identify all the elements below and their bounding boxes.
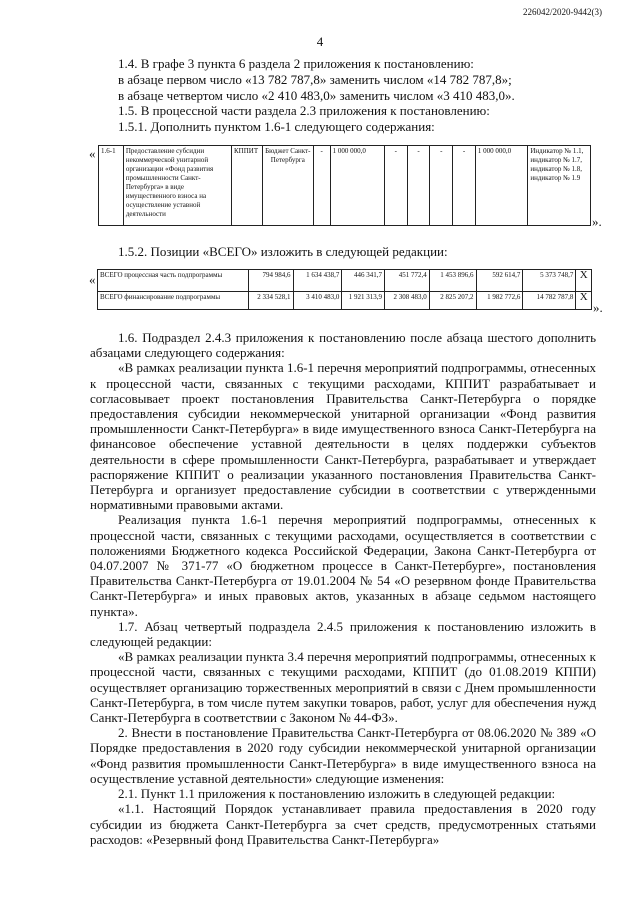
table1-open-quote: «: [89, 146, 96, 161]
page-number: 4: [316, 34, 324, 49]
table2-open-quote: «: [89, 272, 96, 287]
table-row: [98, 292, 592, 310]
paragraph: Реализация пункта 1.6-1 перечня мероприятий подпрограммы, отнесенных к процессной части, связанных с текущими расходами, осуществляется в соответствии с положениями Бюджетного кодекса Российской Федерации, Закона Санкт-Петербурга от 04.07.2007 № 371-77 «О бюджетном процессе в Санкт-Петербурге», постановления Правительства Санкт-Петербурга от 19.01.2004 № 54 «О резервном фонде Правительства Санкт-Петербурга» и иных правовых актов, указанных в абзаце седьмом настоящего пункта».: [90, 512, 596, 619]
table1-close-quote: ».: [592, 214, 602, 229]
paragraph: «В рамках реализации пункта 1.6-1 перечня мероприятий подпрограммы, отнесенных к процессной части, связанных с текущими расходами, КППИТ разрабатывает и согласовывает проект постановления Правительства Санкт-Петербурга о порядке предоставления субсидии некоммерческой унитарной организации «Фонд развития промышленности Санкт-Петербурга» в виде имущественного взноса Санкт-Петербурга на финансовое обеспечение уставной деятельности в целях поддержки субъектов деятельности в сфере промышленности Санкт-Петербурга, разрабатывает и утверждает распоряжение КППИТ о реализации указанного постановления Правительства Санкт-Петербурга и организует предоставление субсидии в соответствии с утвержденными нормативными правовыми актами.: [90, 360, 596, 513]
table-cell: Предоставление субсидии некоммерческой унитарной организации «Фонд развития промышленности Санкт-Петербурга» в виде имущественного взноса на осуществление уставной деятельности: [123, 146, 231, 226]
table-cell: 1 921 313,9: [342, 292, 385, 310]
table-cell: -: [313, 146, 330, 226]
top-line: в абзаце четвертом число «2 410 483,0» заменить числом «3 410 483,0».: [118, 88, 515, 103]
table-cell: 1 000 000,0: [475, 146, 527, 226]
table-cell: -: [407, 146, 430, 226]
table-1-6-1: [98, 145, 591, 226]
table-cell: 1 453 896,6: [429, 270, 476, 292]
table-cell: 794 984,6: [248, 270, 293, 292]
top-line: в абзаце первом число «13 782 787,8» заменить числом «14 782 787,8»;: [118, 72, 512, 87]
table-cell: Х: [576, 270, 592, 292]
top-line: 1.5.1. Дополнить пунктом 1.6-1 следующего содержания:: [118, 119, 435, 134]
table-cell: 1.6-1: [99, 146, 124, 226]
table-cell: 2 308 483,0: [385, 292, 430, 310]
table-cell: 2 334 528,1: [248, 292, 293, 310]
table-cell: 1 634 438,7: [293, 270, 342, 292]
table-cell-label: ВСЕГО финансирование подпрограммы: [98, 292, 249, 310]
table-cell: -: [384, 146, 407, 226]
table-cell: 592 614,7: [476, 270, 523, 292]
paragraph: 2.1. Пункт 1.1 приложения к постановлению изложить в следующей редакции:: [118, 786, 556, 802]
table-row: [98, 270, 592, 292]
table-cell: Индикатор № 1.1, индикатор № 1.7, индикатор № 1.8, индикатор № 1.9: [528, 146, 591, 226]
table-cell: 14 782 787,8: [523, 292, 576, 310]
paragraph: «1.1. Настоящий Порядок устанавливает правила предоставления в 2020 году субсидии из бюджета Санкт-Петербурга за счет средств, предусмотренных статьями расходов: «Резервный фонд Правительства Санкт-Петербурга»: [90, 801, 596, 847]
table-cell: 2 825 207,2: [429, 292, 476, 310]
top-line: 1.5. В процессной части раздела 2.3 приложения к постановлению:: [118, 103, 490, 118]
table-totals: [97, 269, 592, 310]
section-1-5-2: 1.5.2. Позиции «ВСЕГО» изложить в следующей редакции:: [118, 244, 448, 259]
paragraph: 1.6. Подраздел 2.4.3 приложения к постановлению после абзаца шестого дополнить абзацами следующего содержания:: [90, 330, 596, 361]
table-cell: -: [453, 146, 476, 226]
table-cell-label: ВСЕГО процессная часть подпрограммы: [98, 270, 249, 292]
table-cell: -: [430, 146, 453, 226]
table-row: [99, 146, 591, 226]
table-cell: 5 373 748,7: [523, 270, 576, 292]
body-text: [90, 330, 596, 847]
document-id: 226042/2020-9442(3): [523, 7, 602, 17]
table-cell: 451 772,4: [385, 270, 430, 292]
table-cell: 1 982 772,6: [476, 292, 523, 310]
table-cell: 3 410 483,0: [293, 292, 342, 310]
table2-close-quote: ».: [593, 300, 603, 315]
paragraph: 1.7. Абзац четвертый подраздела 2.4.5 приложения к постановлению изложить в следующей редакции:: [90, 618, 596, 650]
table-cell: КППИТ: [231, 146, 262, 226]
paragraph: «В рамках реализации пункта 3.4 перечня мероприятий подпрограммы, отнесенных к процессной части, связанных с текущими расходами, КППИТ (до 01.08.2019 КППИ) осуществляет организацию торжественных мероприятий в связи с Днем промышленности Санкт-Петербурга, в том числе путем закупки товаров, работ, услуг для обеспечения нужд Санкт-Петербурга в соответствии с Законом № 44-ФЗ».: [90, 649, 596, 726]
table-cell: 1 000 000,0: [330, 146, 384, 226]
table-cell: Х: [576, 292, 592, 310]
top-line: 1.4. В графе 3 пункта 6 раздела 2 приложения к постановлению:: [118, 56, 474, 71]
table-cell: Бюджет Санкт-Петербурга: [262, 146, 313, 226]
table-cell: 446 341,7: [342, 270, 385, 292]
paragraph: 2. Внести в постановление Правительства Санкт-Петербурга от 08.06.2020 № 389 «О Порядке предоставления в 2020 году субсидии некоммерческой унитарной организации «Фонд развития промышленности Санкт-Петербурга» в виде имущественного взноса на осуществление уставной деятельности» следующие изменения:: [90, 725, 596, 786]
